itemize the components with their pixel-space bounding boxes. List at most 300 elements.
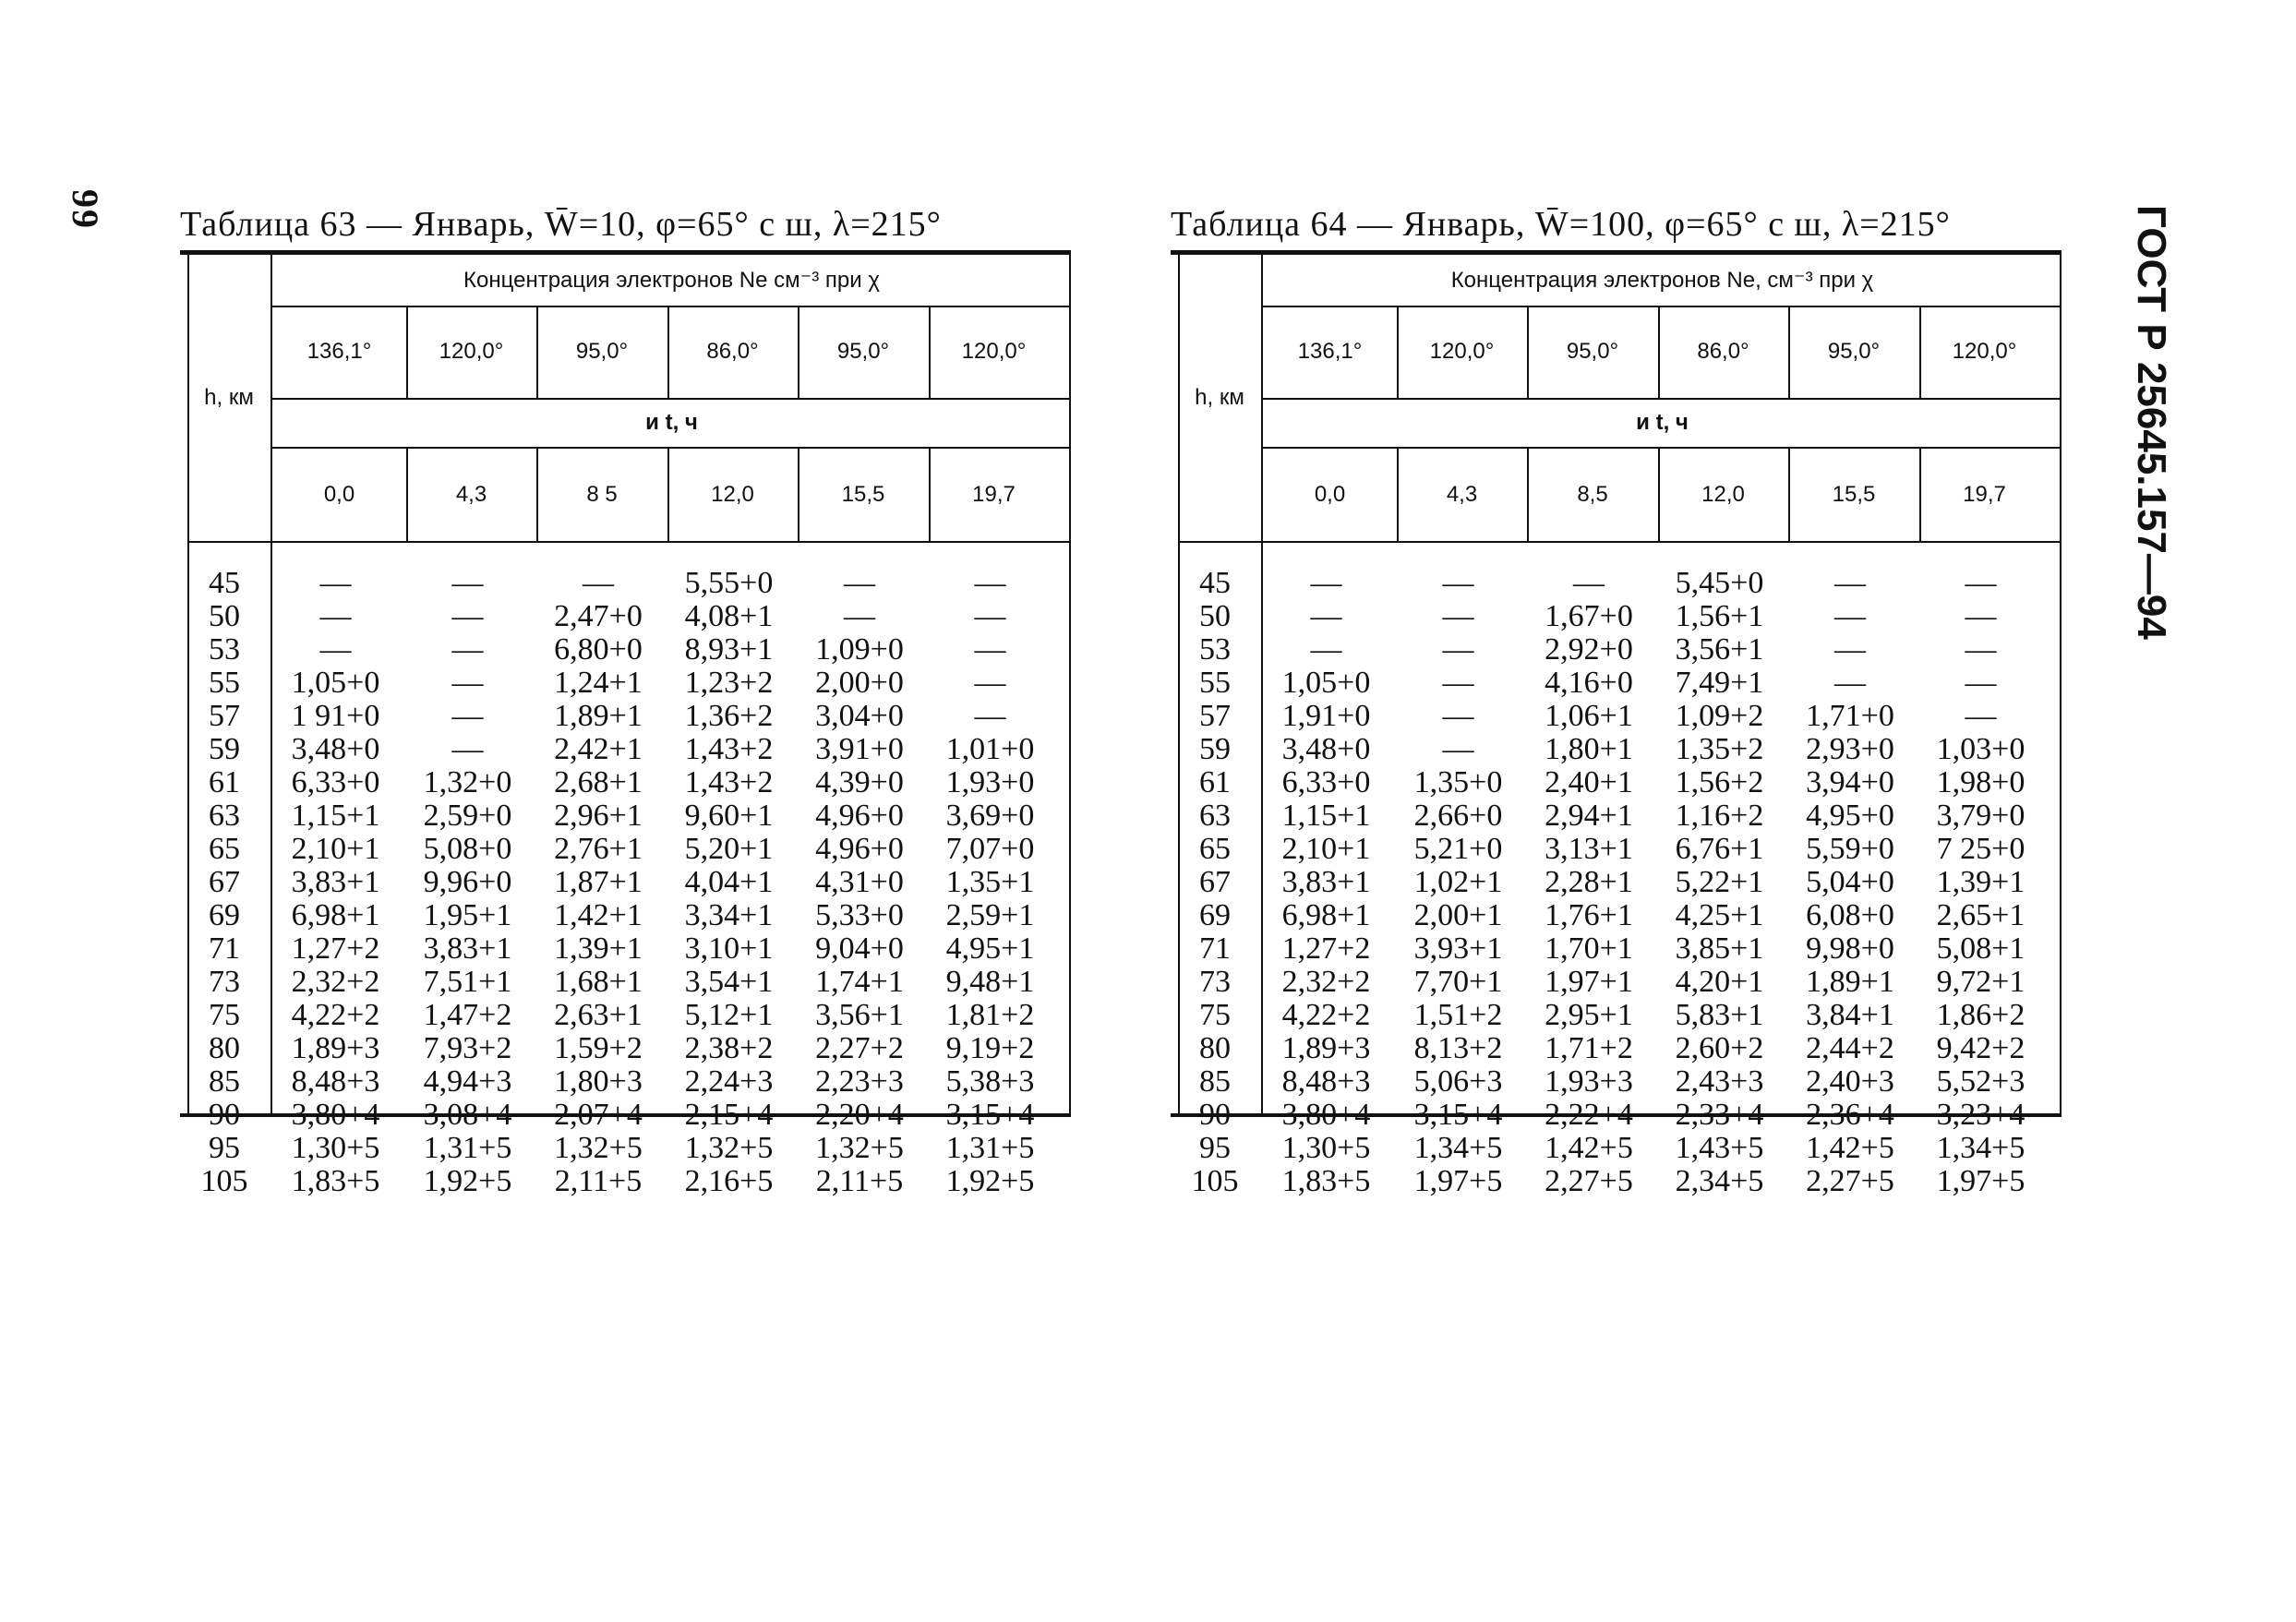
concentration-value: 3,48+0 — [291, 732, 380, 766]
concentration-value: 2,00+0 — [815, 666, 904, 700]
concentration-value: 2,47+0 — [554, 599, 643, 633]
concentration-value: 5,55+0 — [684, 566, 774, 600]
concentration-value: 1,32+5 — [554, 1131, 643, 1165]
concentration-value: — — [1442, 699, 1474, 733]
concentration-value: — — [974, 599, 1006, 633]
h-value: 90 — [1199, 1098, 1231, 1132]
concentration-value: 5,52+3 — [1936, 1064, 2026, 1099]
chi-value-header: 120,0° — [961, 339, 1027, 364]
concentration-value: 1,23+2 — [684, 666, 774, 700]
t-value-header: 8,5 — [1577, 482, 1608, 507]
concentration-value: 8,93+1 — [684, 632, 774, 667]
concentration-value: 3,08+4 — [423, 1098, 512, 1132]
concentration-value: 4,96+0 — [815, 799, 904, 833]
concentration-value: 3,23+4 — [1936, 1098, 2026, 1132]
concentration-value: 9,96+0 — [423, 865, 512, 899]
concentration-value: 1,56+2 — [1675, 765, 1764, 799]
table-row — [180, 1032, 1071, 1065]
concentration-value: 2,16+5 — [684, 1164, 774, 1198]
concentration-value: 2,07+4 — [554, 1098, 643, 1132]
table-row — [180, 1132, 1071, 1165]
concentration-value: 3,84+1 — [1806, 998, 1894, 1032]
table-row — [180, 899, 1071, 932]
concentration-value: 1,35+2 — [1675, 732, 1764, 766]
concentration-value: 1,34+5 — [1413, 1131, 1503, 1165]
header-bottom-rule — [1178, 541, 2060, 543]
concentration-value: 6,08+0 — [1806, 898, 1894, 932]
concentration-value: 2,32+2 — [1281, 965, 1371, 999]
concentration-value: — — [451, 599, 484, 633]
concentration-value: 2,92+0 — [1545, 632, 1633, 667]
t-value-header: 12,0 — [711, 482, 754, 507]
concentration-value: 2,11+5 — [815, 1164, 904, 1198]
concentration-value: 2,10+1 — [291, 832, 380, 866]
concentration-value: 2,32+2 — [291, 965, 380, 999]
concentration-value: 1,02+1 — [1413, 865, 1503, 899]
concentration-value: 1,83+5 — [291, 1164, 380, 1198]
concentration-value: 3,80+4 — [291, 1098, 380, 1132]
concentration-value: — — [1573, 566, 1605, 600]
table-row — [1171, 667, 2062, 700]
concentration-value: 2,34+5 — [1675, 1164, 1764, 1198]
h-value: 80 — [1199, 1031, 1231, 1065]
h-value: 85 — [1199, 1064, 1231, 1099]
concentration-value: 7,49+1 — [1675, 666, 1764, 700]
h-value: 59 — [209, 732, 240, 766]
concentration-value: 1,97+5 — [1936, 1164, 2026, 1198]
h-value: 67 — [209, 865, 240, 899]
concentration-value: 1,76+1 — [1545, 898, 1633, 932]
concentration-value: 1,74+1 — [815, 965, 904, 999]
concentration-value: 1,05+0 — [291, 666, 380, 700]
concentration-value: 3,54+1 — [684, 965, 774, 999]
concentration-value: — — [451, 699, 484, 733]
concentration-value: 2,60+2 — [1675, 1031, 1764, 1065]
concentration-value: 1,89+3 — [1281, 1031, 1371, 1065]
concentration-value: 3,56+1 — [815, 998, 904, 1032]
concentration-value: 2,59+0 — [423, 799, 512, 833]
concentration-value: 3,15+4 — [945, 1098, 1035, 1132]
concentration-value: 1,86+2 — [1936, 998, 2026, 1032]
concentration-value: — — [844, 599, 875, 633]
table-row — [1171, 799, 2062, 833]
concentration-value: 6,76+1 — [1675, 832, 1764, 866]
h-value: 95 — [209, 1131, 240, 1165]
concentration-value: 1,30+5 — [1281, 1131, 1371, 1165]
h-value: 105 — [1191, 1164, 1239, 1198]
t-value-header: 0,0 — [323, 482, 355, 507]
concentration-value: 1,24+1 — [554, 666, 643, 700]
table-63 — [180, 198, 1071, 1198]
concentration-value: 1,97+1 — [1545, 965, 1633, 999]
concentration-value: 4,95+1 — [945, 931, 1035, 966]
concentration-header: Концентрация электронов Ne, см⁻³ при χ — [1450, 268, 1874, 293]
concentration-value: 4,16+0 — [1545, 666, 1633, 700]
concentration-value: 6,33+0 — [291, 765, 380, 799]
concentration-value: 3,83+1 — [1281, 865, 1371, 899]
h-value: 80 — [209, 1031, 240, 1065]
concentration-value: 5,22+1 — [1675, 865, 1764, 899]
concentration-value: 6,80+0 — [554, 632, 643, 667]
chi-value-header: 120,0° — [1952, 339, 2017, 364]
table-row — [1171, 766, 2062, 799]
concentration-value: 1,43+2 — [684, 732, 774, 766]
concentration-value: 1,06+1 — [1545, 699, 1633, 733]
concentration-value: 2,27+5 — [1806, 1164, 1894, 1198]
concentration-value: 1,32+5 — [684, 1131, 774, 1165]
concentration-value: 1,42+5 — [1806, 1131, 1894, 1165]
concentration-value: 1,80+3 — [554, 1064, 643, 1099]
concentration-value: 1,95+1 — [423, 898, 512, 932]
h-value: 75 — [209, 998, 240, 1032]
concentration-value: 5,06+3 — [1413, 1064, 1503, 1099]
concentration-value: 1,80+1 — [1545, 732, 1633, 766]
concentration-value: 3,13+1 — [1545, 832, 1633, 866]
table-row — [1171, 1065, 2062, 1099]
h-value: 73 — [1199, 965, 1231, 999]
table-row — [180, 1099, 1071, 1132]
concentration-value: — — [1442, 666, 1474, 700]
table-title: Таблица 63 — Январь, W̄=10, φ=65° с ш, λ=215° — [180, 205, 942, 244]
concentration-value: 1,34+5 — [1936, 1131, 2026, 1165]
concentration-value: — — [1442, 566, 1474, 600]
h-value: 65 — [209, 832, 240, 866]
chi-value-header: 95,0° — [575, 339, 629, 364]
t-value-header: 15,5 — [1832, 482, 1876, 507]
concentration-value: 3,79+0 — [1936, 799, 2026, 833]
concentration-value: 9,04+0 — [815, 931, 904, 966]
h-value: 59 — [1199, 732, 1231, 766]
concentration-value: 1,16+2 — [1675, 799, 1764, 833]
concentration-value: 1,89+1 — [554, 699, 643, 733]
t-value-header: 4,3 — [455, 482, 487, 507]
table-row — [1171, 866, 2062, 899]
concentration-value: 7 25+0 — [1936, 832, 2026, 866]
table-row — [1171, 899, 2062, 932]
concentration-value: 2,43+3 — [1675, 1064, 1764, 1099]
concentration-value: 1,35+1 — [945, 865, 1035, 899]
table-frame — [180, 250, 1071, 1198]
concentration-value: 3,80+4 — [1281, 1098, 1371, 1132]
concentration-value: 2,94+1 — [1545, 799, 1633, 833]
concentration-value: — — [1965, 666, 1997, 700]
concentration-value: 2,22+4 — [1545, 1098, 1633, 1132]
h-value: 57 — [1199, 699, 1231, 733]
table-row — [1171, 633, 2062, 667]
concentration-value: 2,38+2 — [684, 1031, 774, 1065]
concentration-value: — — [319, 566, 352, 600]
concentration-value: — — [1965, 599, 1997, 633]
concentration-value: 3,15+4 — [1413, 1098, 1503, 1132]
concentration-value: 8,48+3 — [291, 1064, 380, 1099]
concentration-value: — — [1965, 699, 1997, 733]
concentration-value: 2,96+1 — [554, 799, 643, 833]
h-value: 71 — [1199, 931, 1231, 966]
concentration-value: — — [1442, 732, 1474, 766]
h-value: 71 — [209, 931, 240, 966]
concentration-value: 1,92+5 — [945, 1164, 1035, 1198]
t-value-header: 12,0 — [1701, 482, 1745, 507]
table-row — [180, 799, 1071, 833]
concentration-value: 4,04+1 — [684, 865, 774, 899]
concentration-value: 2,10+1 — [1281, 832, 1371, 866]
concentration-value: 1,47+2 — [423, 998, 512, 1032]
concentration-value: — — [1310, 566, 1342, 600]
concentration-value: — — [451, 632, 484, 667]
concentration-value: 5,21+0 — [1413, 832, 1503, 866]
concentration-value: — — [451, 566, 484, 600]
concentration-value: 3,34+1 — [684, 898, 774, 932]
h-value: 65 — [1199, 832, 1231, 866]
concentration-value: 1,01+0 — [945, 732, 1035, 766]
t-value-header: 0,0 — [1314, 482, 1346, 507]
page-number: 99 — [65, 189, 106, 230]
concentration-value: 2,15+4 — [684, 1098, 774, 1132]
concentration-value: 5,12+1 — [684, 998, 774, 1032]
concentration-value: 7,70+1 — [1413, 965, 1503, 999]
concentration-value: 5,33+0 — [815, 898, 904, 932]
concentration-value: 1,87+1 — [554, 865, 643, 899]
concentration-value: — — [319, 632, 352, 667]
table-row — [1171, 600, 2062, 633]
h-value: 50 — [209, 599, 240, 633]
concentration-value: — — [1965, 566, 1997, 600]
table-row — [180, 733, 1071, 766]
table-row — [180, 833, 1071, 866]
chi-value-header: 95,0° — [1566, 339, 1619, 364]
concentration-value: 3,83+1 — [291, 865, 380, 899]
h-value: 69 — [1199, 898, 1231, 932]
table-row — [180, 1065, 1071, 1099]
concentration-value: 1,05+0 — [1281, 666, 1371, 700]
concentration-value: 3,93+1 — [1413, 931, 1503, 966]
concentration-value: 1,51+2 — [1413, 998, 1503, 1032]
concentration-value: 3,04+0 — [815, 699, 904, 733]
h-value: 67 — [1199, 865, 1231, 899]
concentration-value: 1,89+1 — [1806, 965, 1894, 999]
concentration-value: 1,92+5 — [423, 1164, 512, 1198]
concentration-value: 4,95+0 — [1806, 799, 1894, 833]
concentration-value: — — [1965, 632, 1997, 667]
table-title: Таблица 64 — Январь, W̄=100, φ=65° с ш, λ=215° — [1171, 205, 1951, 244]
table-frame — [1171, 250, 2062, 1198]
concentration-value: 2,11+5 — [554, 1164, 643, 1198]
concentration-value: 7,51+1 — [423, 965, 512, 999]
concentration-value: 2,27+5 — [1545, 1164, 1633, 1198]
table-64 — [1171, 198, 2062, 1198]
concentration-value: — — [1834, 666, 1866, 700]
concentration-value: — — [319, 599, 352, 633]
concentration-value: 1,43+2 — [684, 765, 774, 799]
table-row — [1171, 700, 2062, 733]
concentration-value: 2,40+1 — [1545, 765, 1633, 799]
table-row — [1171, 1132, 2062, 1165]
concentration-value: 2,23+3 — [815, 1064, 904, 1099]
concentration-value: 9,42+2 — [1936, 1031, 2026, 1065]
concentration-value: 1,56+1 — [1675, 599, 1764, 633]
table-row — [180, 999, 1071, 1032]
concentration-value: 6,33+0 — [1281, 765, 1371, 799]
concentration-value: 1,97+5 — [1413, 1164, 1503, 1198]
table-row — [1171, 1165, 2062, 1198]
concentration-value: 4,08+1 — [684, 599, 774, 633]
h-value: 105 — [200, 1164, 248, 1198]
concentration-value: 1,27+2 — [291, 931, 380, 966]
concentration-value: 4,25+1 — [1675, 898, 1764, 932]
concentration-value: 2,24+3 — [684, 1064, 774, 1099]
concentration-value: 1,68+1 — [554, 965, 643, 999]
table-row — [180, 667, 1071, 700]
concentration-value: 1,36+2 — [684, 699, 774, 733]
concentration-value: — — [974, 699, 1006, 733]
concentration-value: 3,83+1 — [423, 931, 512, 966]
h-value: 57 — [209, 699, 240, 733]
concentration-value: 5,45+0 — [1675, 566, 1764, 600]
concentration-value: — — [1834, 632, 1866, 667]
concentration-value: 1,98+0 — [1936, 765, 2026, 799]
h-value: 63 — [1199, 799, 1231, 833]
concentration-value: 1,71+0 — [1806, 699, 1894, 733]
concentration-value: 5,08+1 — [1936, 931, 2026, 966]
concentration-value: — — [1310, 599, 1342, 633]
concentration-value: 1,39+1 — [1936, 865, 2026, 899]
table-row — [180, 600, 1071, 633]
h-value: 53 — [1199, 632, 1231, 667]
table-row — [1171, 1032, 2062, 1065]
concentration-value: — — [974, 566, 1006, 600]
t-header: и t, ч — [1636, 409, 1689, 435]
concentration-value: 5,59+0 — [1806, 832, 1894, 866]
concentration-value: 6,98+1 — [1281, 898, 1371, 932]
concentration-value: — — [451, 732, 484, 766]
concentration-value: 2,33+4 — [1675, 1098, 1764, 1132]
chi-value-header: 120,0° — [1429, 339, 1495, 364]
concentration-value: 1,43+5 — [1675, 1131, 1764, 1165]
table-row — [180, 966, 1071, 999]
chi-value-header: 86,0° — [1697, 339, 1749, 364]
concentration-value: 1,93+0 — [945, 765, 1035, 799]
concentration-value: 4,94+3 — [423, 1064, 512, 1099]
concentration-value: — — [1834, 599, 1866, 633]
concentration-value: 9,98+0 — [1806, 931, 1894, 966]
table-row — [180, 700, 1071, 733]
chi-value-header: 136,1° — [1297, 339, 1363, 364]
concentration-value: 4,96+0 — [815, 832, 904, 866]
header-bottom-rule — [187, 541, 1069, 543]
h-value: 61 — [1199, 765, 1231, 799]
concentration-value: 5,20+1 — [684, 832, 774, 866]
concentration-value: 2,42+1 — [554, 732, 643, 766]
concentration-value: 7,07+0 — [945, 832, 1035, 866]
concentration-value: 2,63+1 — [554, 998, 643, 1032]
concentration-value: 1,83+5 — [1281, 1164, 1371, 1198]
concentration-value: 1,32+5 — [815, 1131, 904, 1165]
table-body — [1171, 567, 2062, 1198]
h-column-header: h, км — [204, 385, 254, 410]
concentration-value: 9,48+1 — [945, 965, 1035, 999]
table-row — [180, 866, 1071, 899]
concentration-value: — — [1442, 632, 1474, 667]
concentration-value: 5,38+3 — [945, 1064, 1035, 1099]
concentration-value: 1,81+2 — [945, 998, 1035, 1032]
table-row — [1171, 1099, 2062, 1132]
concentration-header: Концентрация электронов Ne см⁻³ при χ — [463, 268, 880, 293]
h-value: 45 — [1199, 566, 1231, 600]
concentration-value: 2,00+1 — [1413, 898, 1503, 932]
h-value: 45 — [209, 566, 240, 600]
table-row — [1171, 567, 2062, 600]
concentration-value: 8,13+2 — [1413, 1031, 1503, 1065]
concentration-value: 5,08+0 — [423, 832, 512, 866]
concentration-value: 2,36+4 — [1806, 1098, 1894, 1132]
h-value: 63 — [209, 799, 240, 833]
t-value-header: 15,5 — [841, 482, 885, 507]
concentration-value: 1,15+1 — [1281, 799, 1371, 833]
concentration-value: 4,22+2 — [291, 998, 380, 1032]
concentration-value: 1,91+0 — [1281, 699, 1371, 733]
concentration-value: 1,93+3 — [1545, 1064, 1633, 1099]
concentration-value: 1,32+0 — [423, 765, 512, 799]
h-value: 53 — [209, 632, 240, 667]
chi-value-header: 120,0° — [439, 339, 504, 364]
chi-value-header: 95,0° — [836, 339, 890, 364]
document-code: ГОСТ Р 25645.157—94 — [2129, 205, 2174, 640]
concentration-value: 1 91+0 — [291, 699, 380, 733]
concentration-value: 1,42+5 — [1545, 1131, 1633, 1165]
concentration-value: 1,03+0 — [1936, 732, 2026, 766]
concentration-value: 1,89+3 — [291, 1031, 380, 1065]
concentration-value: 4,20+1 — [1675, 965, 1764, 999]
concentration-value: 6,98+1 — [291, 898, 380, 932]
chi-value-header: 95,0° — [1827, 339, 1881, 364]
t-value-header: 19,7 — [1963, 482, 2006, 507]
concentration-value: — — [1310, 632, 1342, 667]
concentration-value: 2,40+3 — [1806, 1064, 1894, 1099]
concentration-value: 9,72+1 — [1936, 965, 2026, 999]
t-header: и t, ч — [645, 409, 698, 435]
h-value: 95 — [1199, 1131, 1231, 1165]
table-row — [1171, 932, 2062, 966]
concentration-value: 2,27+2 — [815, 1031, 904, 1065]
h-value: 61 — [209, 765, 240, 799]
concentration-value: 3,56+1 — [1675, 632, 1764, 667]
concentration-value: 2,93+0 — [1806, 732, 1894, 766]
concentration-value: 7,93+2 — [423, 1031, 512, 1065]
t-value-header: 4,3 — [1446, 482, 1478, 507]
concentration-value: 1,42+1 — [554, 898, 643, 932]
h-value: 90 — [209, 1098, 240, 1132]
h-value: 69 — [209, 898, 240, 932]
h-value: 73 — [209, 965, 240, 999]
h-value: 55 — [1199, 666, 1231, 700]
h-value: 85 — [209, 1064, 240, 1099]
concentration-value: 3,91+0 — [815, 732, 904, 766]
concentration-value: 4,31+0 — [815, 865, 904, 899]
concentration-value: — — [1834, 566, 1866, 600]
concentration-value: — — [844, 566, 875, 600]
concentration-value: 5,04+0 — [1806, 865, 1894, 899]
table-row — [180, 633, 1071, 667]
concentration-value: 2,59+1 — [945, 898, 1035, 932]
concentration-value: 3,85+1 — [1675, 931, 1764, 966]
concentration-value: 1,59+2 — [554, 1031, 643, 1065]
table-row — [180, 567, 1071, 600]
concentration-value: 1,09+2 — [1675, 699, 1764, 733]
concentration-value: 9,19+2 — [945, 1031, 1035, 1065]
h-value: 55 — [209, 666, 240, 700]
h-column-header: h, км — [1195, 385, 1244, 410]
concentration-value: 1,67+0 — [1545, 599, 1633, 633]
